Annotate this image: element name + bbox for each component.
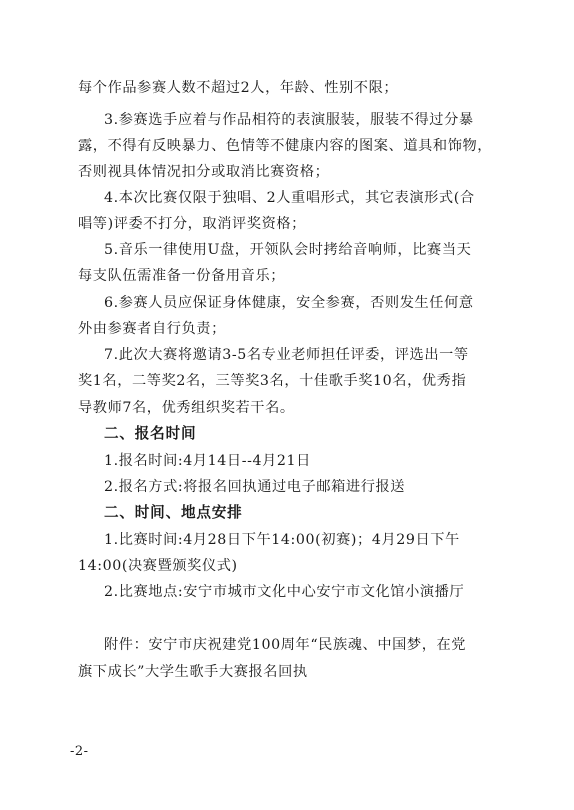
paragraph-line: 每支队伍需准备一份备用音乐； xyxy=(78,268,286,284)
page-number: -2- xyxy=(70,744,89,759)
paragraph-line: 1.报名时间:4月14日--4月21日 xyxy=(104,453,311,469)
paragraph-line: 4.本次比赛仅限于独唱、2人重唱形式，其它表演形式(合 xyxy=(104,190,475,206)
paragraph-line: 1.比赛时间:4月28日下午14:00(初赛)；4月29日下午 xyxy=(104,532,460,548)
section-heading-time-venue: 二、时间、地点安排 xyxy=(104,504,243,521)
paragraph-line: 导教师7名，优秀组织奖若干名。 xyxy=(78,400,295,416)
attachment-line: 旗下成长”大学生歌手大赛报名回执 xyxy=(78,664,308,680)
paragraph-line: 14:00(决赛暨颁奖仪式) xyxy=(78,558,238,574)
paragraph-line: 2.报名方式:将报名回执通过电子邮箱进行报送 xyxy=(104,479,406,495)
paragraph-line: 否则视具体情况扣分或取消比赛资格； xyxy=(78,164,330,180)
attachment-line: 附件：安宁市庆祝建党100周年“民族魂、中国梦，在党 xyxy=(104,637,467,653)
paragraph-line: 5.音乐一律使用U盘，开领队会时拷给音响师，比赛当天 xyxy=(104,242,472,258)
paragraph-line: 7.此次大赛将邀请3-5名专业老师担任评委，评选出一等 xyxy=(104,347,469,363)
paragraph-line: 奖1名，二等奖2名，三等奖3名，十佳歌手奖10名，优秀指 xyxy=(78,373,467,389)
paragraph-line: 露，不得有反映暴力、色情等不健康内容的图案、道具和饰物， xyxy=(78,138,493,154)
paragraph-line: 唱等)评委不打分，取消评奖资格； xyxy=(78,216,306,232)
section-heading-registration-time: 二、报名时间 xyxy=(104,425,197,442)
paragraph-line: 2.比赛地点:安宁市城市文化中心安宁市文化馆小演播厅 xyxy=(104,584,465,600)
paragraph-line: 每个作品参赛人数不超过2人，年龄、性别不限； xyxy=(78,80,399,96)
paragraph-line: 3.参赛选手应着与作品相符的表演服装，服装不得过分暴 xyxy=(104,112,474,128)
paragraph-line: 外由参赛者自行负责； xyxy=(78,321,226,337)
paragraph-line: 6.参赛人员应保证身体健康，安全参赛，否则发生任何意 xyxy=(104,295,474,311)
